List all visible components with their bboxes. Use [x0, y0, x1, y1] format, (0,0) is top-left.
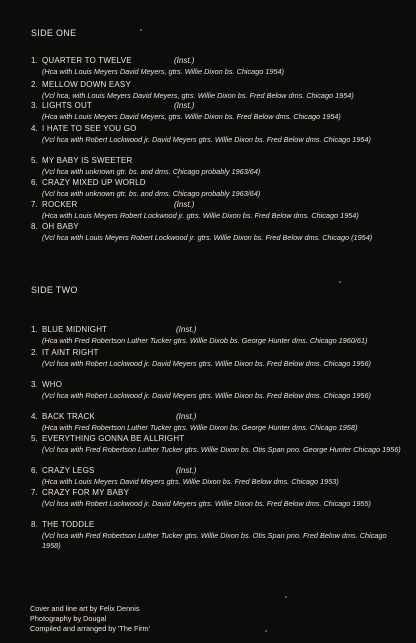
print-speck	[140, 29, 142, 31]
print-speck	[265, 630, 267, 632]
side-two-heading: SIDE TWO	[31, 285, 78, 295]
track-number: 7.	[31, 488, 38, 497]
track-personnel: (Hca with Fred Robertson Luther Tucker gtrs. Willie Dixon bs. George Hunter dms. Chicago 1958)	[42, 422, 358, 432]
track-title: CRAZY LEGS	[42, 466, 95, 475]
track-title: BLUE MIDNIGHT	[42, 325, 108, 334]
track-personnel: (Vcl hca with Fred Robertson Luther Tucker gtrs. Willie Dixon bs. Otis Span pno. Fred Below dms. Chicago 1958)	[42, 530, 387, 550]
track-personnel: (Vcl hca with Louis Meyers Robert Lockwood jr. gtrs. Willie Dixon bs. Fred Below dms. Chicago (1954)	[42, 232, 373, 242]
track-personnel: (Vcl hca, with Louis Meyers David Meyers, gtrs. Willie Dixon bs. Fred Below dms. Chicago 1954)	[42, 90, 354, 100]
track-number: 6.	[31, 178, 38, 187]
track-personnel: (Hca with Louis Meyers David Meyers gtrs. Willie Dixon bs. Fred Below dms. Chicago 1953)	[42, 476, 339, 486]
track-personnel: (Vcl hca with Robert Lockwood jr. David Meyers gtrs. Willie Dixon bs. Fred Below dms. Chicago 1956)	[42, 358, 371, 368]
track-personnel: (Vcl hca with unknown gtr. bs. and dms. Chicago probably 1963/64)	[42, 166, 261, 176]
track-number: 4.	[31, 412, 38, 421]
track-number: 5.	[31, 434, 38, 443]
track-number: 1.	[31, 56, 38, 65]
track-personnel: (Vcl hca with Robert Lockwood jr. David Meyers gtrs. Willie Dixon bs. Fred Below dms. Chicago 1956)	[42, 390, 371, 400]
track-title: IT AINT RIGHT	[42, 348, 99, 357]
track-title: CRAZY FOR MY BABY	[42, 488, 130, 497]
credit-cover-art: Cover and line art by Felix Dennis	[30, 604, 140, 613]
instrumental-tag: (Inst.)	[176, 466, 197, 475]
print-speck	[177, 176, 179, 178]
track-number: 2.	[31, 348, 38, 357]
track-personnel: (Vcl hca with Robert Lockwood jr. David Meyers gtrs. Willie Dixon bs. Fred Below dms. Chicago 1954)	[42, 134, 371, 144]
track-title: QUARTER TO TWELVE	[42, 56, 132, 65]
print-speck	[285, 596, 287, 598]
credit-photography: Photography by Dougal	[30, 614, 107, 623]
track-number: 6.	[31, 466, 38, 475]
track-personnel: (Hca with Louis Meyers David Meyers, gtrs. Willie Dixon bs. Chicago 1954)	[42, 66, 285, 76]
instrumental-tag: (Inst.)	[176, 412, 197, 421]
instrumental-tag: (Inst.)	[174, 56, 195, 65]
track-personnel: (Hca with Louis Meyers Robert Lockwood jr. gtrs. Willie Dixon bs. Fred Below dms. Chicago 1954)	[42, 210, 359, 220]
track-number: 5.	[31, 156, 38, 165]
track-number: 3.	[31, 101, 38, 110]
track-title: LIGHTS OUT	[42, 101, 93, 110]
track-personnel: (Vcl hca with unknown gtr. bs. and dms. Chicago probably 1963/64)	[42, 188, 261, 198]
instrumental-tag: (Inst.)	[176, 325, 197, 334]
track-number: 2.	[31, 80, 38, 89]
track-title: EVERYTHING GONNA BE ALLRIGHT	[42, 434, 185, 443]
track-number: 3.	[31, 380, 38, 389]
track-title: MELLOW DOWN EASY	[42, 80, 131, 89]
track-title: ROCKER	[42, 200, 78, 209]
track-number: 4.	[31, 124, 38, 133]
track-title: THE TODDLE	[42, 520, 95, 529]
track-personnel: (Hca with Louis Meyers David Meyers, gtrs. Willie Dixon bs. Fred Below dms. Chicago 1954)	[42, 111, 341, 121]
instrumental-tag: (Inst.)	[174, 200, 195, 209]
track-title: OH BABY	[42, 222, 79, 231]
track-personnel: (Vcl hca with Fred Robertson Luther Tucker gtrs. Willie Dixon bs. Otis Span pno. George Hunter Chicago 1956)	[42, 444, 401, 454]
track-title: WHO	[42, 380, 63, 389]
track-number: 1.	[31, 325, 38, 334]
side-one-heading: SIDE ONE	[31, 28, 77, 38]
print-speck	[339, 281, 341, 283]
instrumental-tag: (Inst.)	[174, 101, 195, 110]
track-number: 7.	[31, 200, 38, 209]
track-number: 8.	[31, 222, 38, 231]
credit-compiled: Compiled and arranged by 'The Firm'	[30, 624, 150, 633]
track-personnel: (Hca with Fred Robertson Luther Tucker gtrs. Willie Dixob bs. George Hunter dms. Chicago 1960/61)	[42, 335, 368, 345]
track-personnel: (Vcl hca with Robert Lockwood jr. David Meyers gtrs. Willie Dixon bs. Fred Below dms. Chicago 1955)	[42, 498, 371, 508]
track-title: I HATE TO SEE YOU GO	[42, 124, 137, 133]
track-title: BACK TRACK	[42, 412, 95, 421]
track-title: CRAZY MIXED UP WORLD	[42, 178, 146, 187]
track-number: 8.	[31, 520, 38, 529]
credits	[30, 604, 150, 634]
track-title: MY BABY IS SWEETER	[42, 156, 133, 165]
